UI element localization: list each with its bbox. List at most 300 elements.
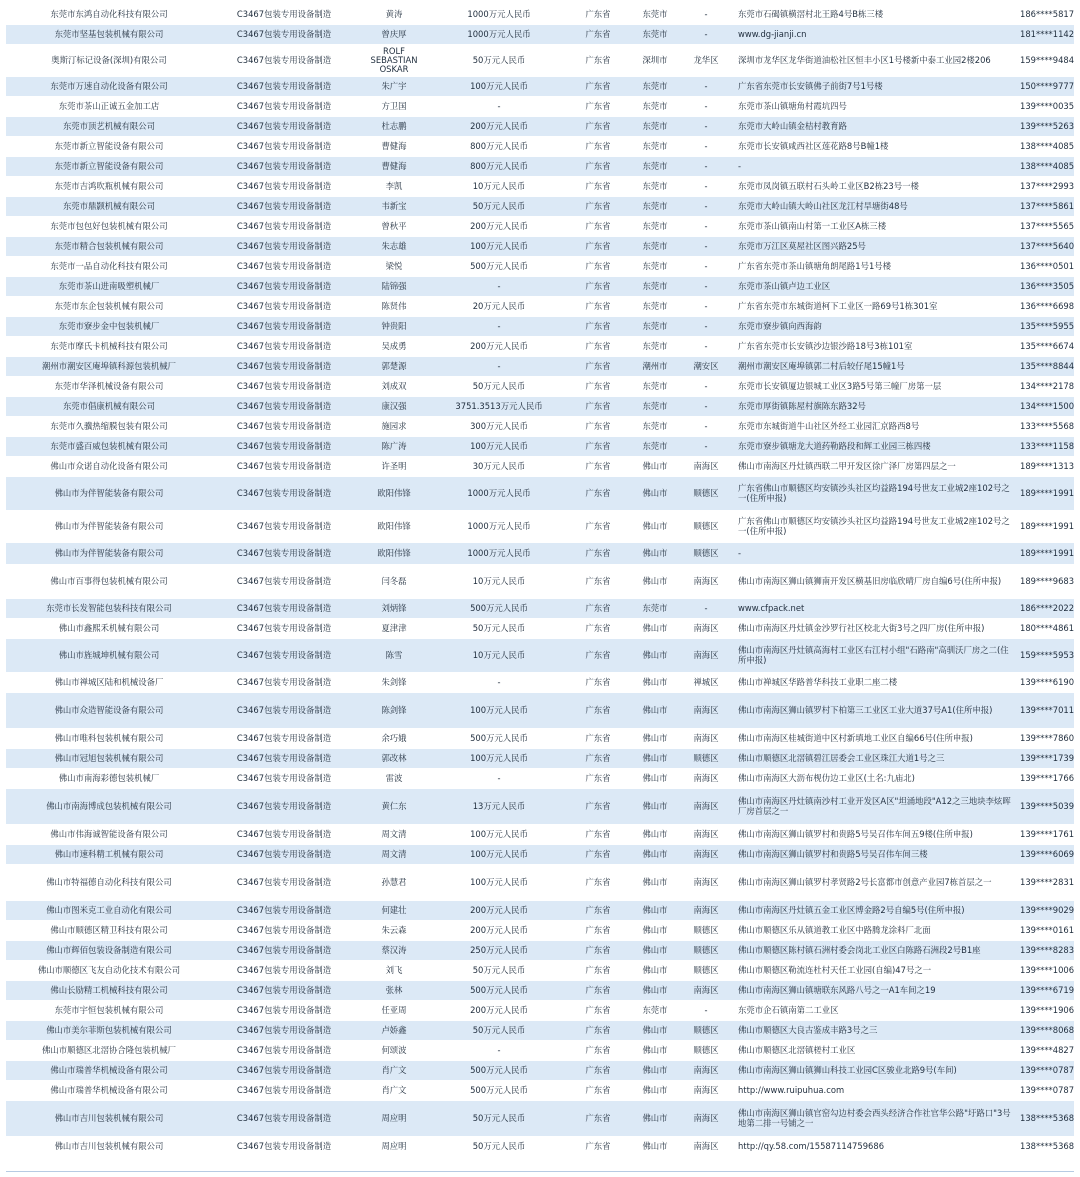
legal-representative-cell: 钟贵阳 <box>356 316 432 336</box>
legal-representative-cell: 方卫国 <box>356 96 432 116</box>
address-cell: 佛山市南海区狮山镇罗村和贵路5号吴召伟车间五9楼(住所申报) <box>732 824 1014 844</box>
district-cell: 南海区 <box>680 900 732 920</box>
industry-cell: C3467包装专用设备制造 <box>212 76 356 96</box>
legal-representative-cell: 黄仁东 <box>356 788 432 824</box>
company-name-cell: 东莞市鼎颢机械有限公司 <box>6 196 212 216</box>
province-cell: 广东省 <box>566 156 630 176</box>
registered-capital-cell: - <box>432 276 566 296</box>
city-cell: 佛山市 <box>630 1060 680 1080</box>
table-row <box>6 136 1074 156</box>
address-cell[interactable]: http://qy.58.com/15587114759686 <box>732 1136 1014 1156</box>
city-cell: 佛山市 <box>630 1136 680 1156</box>
table-row <box>6 256 1074 276</box>
district-cell: 南海区 <box>680 728 732 748</box>
legal-representative-cell: 朱志雄 <box>356 236 432 256</box>
industry-cell: C3467包装专用设备制造 <box>212 136 356 156</box>
district-cell: 南海区 <box>680 1080 732 1100</box>
province-cell: 广东省 <box>566 940 630 960</box>
industry-cell: C3467包装专用设备制造 <box>212 1080 356 1100</box>
city-cell: 佛山市 <box>630 864 680 900</box>
city-cell: 佛山市 <box>630 692 680 728</box>
address-cell[interactable]: www.cfpack.net <box>732 598 1014 618</box>
company-name-cell: 东莞市东企包装机械有限公司 <box>6 296 212 316</box>
district-cell: 南海区 <box>680 824 732 844</box>
company-name-cell: 佛山市瑞普华机械设备有限公司 <box>6 1080 212 1100</box>
city-cell: 佛山市 <box>630 1040 680 1060</box>
table-row <box>6 960 1074 980</box>
phone-cell: 137****5565 <box>1014 216 1074 236</box>
industry-cell: C3467包装专用设备制造 <box>212 728 356 748</box>
legal-representative-cell: 施园求 <box>356 416 432 436</box>
industry-cell: C3467包装专用设备制造 <box>212 436 356 456</box>
city-cell: 佛山市 <box>630 476 680 510</box>
city-cell: 佛山市 <box>630 564 680 598</box>
legal-representative-cell: 欧阳伟锋 <box>356 542 432 564</box>
company-name-cell: 佛山市众造智能设备有限公司 <box>6 692 212 728</box>
phone-cell: 186****5817 <box>1014 4 1074 24</box>
province-cell: 广东省 <box>566 1100 630 1136</box>
table-row <box>6 638 1074 672</box>
company-name-cell: 东莞市精合包装机械有限公司 <box>6 236 212 256</box>
registered-capital-cell: 200万元人民币 <box>432 1000 566 1020</box>
company-name-cell: 东莞市宇恒包装机械有限公司 <box>6 1000 212 1020</box>
province-cell: 广东省 <box>566 1060 630 1080</box>
address-cell: 佛山市南海区丹灶镇金沙罗行社区校北大街3号之四厂房(住所申报) <box>732 618 1014 638</box>
table-row <box>6 416 1074 436</box>
legal-representative-cell: 张林 <box>356 980 432 1000</box>
legal-representative-cell: 曹健海 <box>356 136 432 156</box>
industry-cell: C3467包装专用设备制造 <box>212 176 356 196</box>
table-row <box>6 236 1074 256</box>
company-name-cell: 东莞市寮步金中包装机械厂 <box>6 316 212 336</box>
legal-representative-cell: 欧阳伟锋 <box>356 510 432 542</box>
registered-capital-cell: 50万元人民币 <box>432 1100 566 1136</box>
address-cell: 佛山市南海区丹灶镇南沙村工业开发区A区"坦涌地段"A12之三地块李炫晖厂房首层之一 <box>732 788 1014 824</box>
table-row <box>6 1000 1074 1020</box>
province-cell: 广东省 <box>566 638 630 672</box>
district-cell: - <box>680 116 732 136</box>
table-row <box>6 24 1074 44</box>
city-cell: 佛山市 <box>630 768 680 788</box>
industry-cell: C3467包装专用设备制造 <box>212 1000 356 1020</box>
phone-cell: 135****8844 <box>1014 356 1074 376</box>
industry-cell: C3467包装专用设备制造 <box>212 1100 356 1136</box>
city-cell: 佛山市 <box>630 940 680 960</box>
address-cell: 广东省东莞市东城街道柯下工业区一路69号1栋301室 <box>732 296 1014 316</box>
city-cell: 佛山市 <box>630 456 680 476</box>
city-cell: 佛山市 <box>630 844 680 864</box>
province-cell: 广东省 <box>566 276 630 296</box>
company-name-cell: 佛山市图米克工业自动化有限公司 <box>6 900 212 920</box>
province-cell: 广东省 <box>566 416 630 436</box>
table-row <box>6 598 1074 618</box>
province-cell: 广东省 <box>566 598 630 618</box>
legal-representative-cell: 康汉强 <box>356 396 432 416</box>
district-cell: - <box>680 176 732 196</box>
address-cell: 佛山市南海区狮山镇塘联东风路八号之一A1车间之19 <box>732 980 1014 1000</box>
city-cell: 东莞市 <box>630 96 680 116</box>
phone-cell: 136****6698 <box>1014 296 1074 316</box>
legal-representative-cell: 闫冬磊 <box>356 564 432 598</box>
address-cell: 佛山市顺德区勒流连杜村天任工业园(自编)47号之一 <box>732 960 1014 980</box>
legal-representative-cell: 吴成勇 <box>356 336 432 356</box>
phone-cell: 139****2831 <box>1014 864 1074 900</box>
address-cell: 佛山市顺德区乐从镇道教工业区中路腾龙涂料厂北面 <box>732 920 1014 940</box>
company-name-cell: 佛山市旌城坤机械有限公司 <box>6 638 212 672</box>
province-cell: 广东省 <box>566 920 630 940</box>
district-cell: - <box>680 256 732 276</box>
table-row <box>6 96 1074 116</box>
address-cell: - <box>732 542 1014 564</box>
phone-cell: 139****0787 <box>1014 1060 1074 1080</box>
industry-cell: C3467包装专用设备制造 <box>212 598 356 618</box>
city-cell: 东莞市 <box>630 236 680 256</box>
city-cell: 佛山市 <box>630 788 680 824</box>
registered-capital-cell: 1000万元人民币 <box>432 476 566 510</box>
company-name-cell: 佛山市冠旭包装机械有限公司 <box>6 748 212 768</box>
district-cell: 南海区 <box>680 638 732 672</box>
address-cell: 广东省东莞市长安镇佛子前街7号1号楼 <box>732 76 1014 96</box>
district-cell: 龙华区 <box>680 44 732 76</box>
district-cell: - <box>680 598 732 618</box>
industry-cell: C3467包装专用设备制造 <box>212 980 356 1000</box>
district-cell: - <box>680 156 732 176</box>
registered-capital-cell: - <box>432 672 566 692</box>
district-cell: 顺德区 <box>680 476 732 510</box>
legal-representative-cell: 韦新宝 <box>356 196 432 216</box>
table-row <box>6 1020 1074 1040</box>
legal-representative-cell: 曹健海 <box>356 156 432 176</box>
legal-representative-cell: 朱广宇 <box>356 76 432 96</box>
legal-representative-cell: 朱云森 <box>356 920 432 940</box>
province-cell: 广东省 <box>566 844 630 864</box>
address-cell: 广东省佛山市顺德区均安镇沙头社区均益路194号世友工业城2座102号之一(住所申报) <box>732 510 1014 542</box>
registered-capital-cell: - <box>432 356 566 376</box>
province-cell: 广东省 <box>566 1040 630 1060</box>
table-row <box>6 116 1074 136</box>
industry-cell: C3467包装专用设备制造 <box>212 638 356 672</box>
legal-representative-cell: 肖广文 <box>356 1060 432 1080</box>
address-cell: 佛山市南海区狮山镇官窑勾边村委会西头经济合作社官华公路"圩路口"3号地第二排一号铺之一 <box>732 1100 1014 1136</box>
district-cell: 潮安区 <box>680 356 732 376</box>
province-cell: 广东省 <box>566 256 630 276</box>
legal-representative-cell: 刘炳锋 <box>356 598 432 618</box>
industry-cell: C3467包装专用设备制造 <box>212 316 356 336</box>
city-cell: 佛山市 <box>630 510 680 542</box>
address-cell: 广东省佛山市顺德区均安镇沙头社区均益路194号世友工业城2座102号之一(住所申报) <box>732 476 1014 510</box>
address-cell: 佛山市南海区狮山镇狮南开发区横基旧房临欣晴厂房自编6号(住所申报) <box>732 564 1014 598</box>
industry-cell: C3467包装专用设备制造 <box>212 788 356 824</box>
registered-capital-cell: 500万元人民币 <box>432 980 566 1000</box>
phone-cell: 139****7860 <box>1014 728 1074 748</box>
address-cell: 佛山市南海区丹灶镇五金工业区博金路2号自编5号(住所申报) <box>732 900 1014 920</box>
city-cell: 东莞市 <box>630 436 680 456</box>
table-row <box>6 356 1074 376</box>
address-cell: 佛山市南海区桂城街道中区村新填地工业区自编66号(住所申报) <box>732 728 1014 748</box>
registered-capital-cell: - <box>432 316 566 336</box>
industry-cell: C3467包装专用设备制造 <box>212 768 356 788</box>
table-row <box>6 1060 1074 1080</box>
province-cell: 广东省 <box>566 316 630 336</box>
industry-cell: C3467包装专用设备制造 <box>212 692 356 728</box>
district-cell: 南海区 <box>680 456 732 476</box>
city-cell: 佛山市 <box>630 824 680 844</box>
registered-capital-cell: 50万元人民币 <box>432 1136 566 1156</box>
registered-capital-cell: 50万元人民币 <box>432 376 566 396</box>
table-row <box>6 1080 1074 1100</box>
industry-cell: C3467包装专用设备制造 <box>212 24 356 44</box>
registered-capital-cell: 800万元人民币 <box>432 136 566 156</box>
table-row <box>6 672 1074 692</box>
province-cell: 广东省 <box>566 1136 630 1156</box>
industry-cell: C3467包装专用设备制造 <box>212 156 356 176</box>
legal-representative-cell: 梁悦 <box>356 256 432 276</box>
company-name-cell: 佛山市辉佰包装设备制造有限公司 <box>6 940 212 960</box>
company-name-cell: 佛山市为伴智能装备有限公司 <box>6 510 212 542</box>
industry-cell: C3467包装专用设备制造 <box>212 1060 356 1080</box>
province-cell: 广东省 <box>566 618 630 638</box>
industry-cell: C3467包装专用设备制造 <box>212 672 356 692</box>
address-cell: 佛山市顺德区陈村镇石洲村委会岗北工业区白陈路石洲段2号B1座 <box>732 940 1014 960</box>
registered-capital-cell: 500万元人民币 <box>432 256 566 276</box>
address-cell: 东莞市大岭山镇金桔村教育路 <box>732 116 1014 136</box>
province-cell: 广东省 <box>566 216 630 236</box>
province-cell: 广东省 <box>566 356 630 376</box>
industry-cell: C3467包装专用设备制造 <box>212 276 356 296</box>
city-cell: 东莞市 <box>630 196 680 216</box>
registered-capital-cell: 200万元人民币 <box>432 900 566 920</box>
table-row <box>6 376 1074 396</box>
address-cell: - <box>732 156 1014 176</box>
industry-cell: C3467包装专用设备制造 <box>212 844 356 864</box>
registered-capital-cell: 500万元人民币 <box>432 1080 566 1100</box>
address-cell: 佛山市顺德区北滘镇槎村工业区 <box>732 1040 1014 1060</box>
registered-capital-cell: 13万元人民币 <box>432 788 566 824</box>
industry-cell: C3467包装专用设备制造 <box>212 1136 356 1156</box>
industry-cell: C3467包装专用设备制造 <box>212 564 356 598</box>
legal-representative-cell: 许圣明 <box>356 456 432 476</box>
city-cell: 东莞市 <box>630 176 680 196</box>
district-cell: 南海区 <box>680 692 732 728</box>
legal-representative-cell: 卢娇鑫 <box>356 1020 432 1040</box>
district-cell: 顺德区 <box>680 920 732 940</box>
industry-cell: C3467包装专用设备制造 <box>212 542 356 564</box>
province-cell: 广东省 <box>566 564 630 598</box>
table-row <box>6 476 1074 510</box>
company-name-cell: 佛山市唯科包装机械有限公司 <box>6 728 212 748</box>
registered-capital-cell: 3751.3513万元人民币 <box>432 396 566 416</box>
address-cell: 佛山市南海区丹灶镇西联二甲开发区徐广泽厂房第四层之一 <box>732 456 1014 476</box>
phone-cell: 139****6190 <box>1014 672 1074 692</box>
phone-cell: 133****1158 <box>1014 436 1074 456</box>
legal-representative-cell: 陆锦强 <box>356 276 432 296</box>
table-row <box>6 1100 1074 1136</box>
company-name-cell: 佛山市鑫熙禾机械有限公司 <box>6 618 212 638</box>
registered-capital-cell: 300万元人民币 <box>432 416 566 436</box>
city-cell: 佛山市 <box>630 920 680 940</box>
province-cell: 广东省 <box>566 296 630 316</box>
table-row <box>6 456 1074 476</box>
table-row <box>6 768 1074 788</box>
industry-cell: C3467包装专用设备制造 <box>212 96 356 116</box>
industry-cell: C3467包装专用设备制造 <box>212 510 356 542</box>
company-name-cell: 东莞市久骥热缩膜包装有限公司 <box>6 416 212 436</box>
company-name-cell: 东莞市包包好包装机械有限公司 <box>6 216 212 236</box>
legal-representative-cell: 蔡汉涛 <box>356 940 432 960</box>
phone-cell: 189****1991 <box>1014 510 1074 542</box>
phone-cell: 139****7011 <box>1014 692 1074 728</box>
company-name-cell: 佛山市顺德区精卫科技有限公司 <box>6 920 212 940</box>
legal-representative-cell: 杜志鹏 <box>356 116 432 136</box>
province-cell: 广东省 <box>566 824 630 844</box>
legal-representative-cell: 何建壮 <box>356 900 432 920</box>
company-name-cell: 东莞市长发智能包装科技有限公司 <box>6 598 212 618</box>
address-cell: 东莞市长安镇咸西社区莲花路8号B幢1楼 <box>732 136 1014 156</box>
city-cell: 佛山市 <box>630 1100 680 1136</box>
address-cell: 东莞市茶山镇塘角村霞坑四号 <box>732 96 1014 116</box>
legal-representative-cell: 任亚周 <box>356 1000 432 1020</box>
industry-cell: C3467包装专用设备制造 <box>212 4 356 24</box>
legal-representative-cell: 雷波 <box>356 768 432 788</box>
legal-representative-cell: 余巧娥 <box>356 728 432 748</box>
address-cell: 佛山市禅城区华路普华科技工业职二座二楼 <box>732 672 1014 692</box>
industry-cell: C3467包装专用设备制造 <box>212 396 356 416</box>
province-cell: 广东省 <box>566 136 630 156</box>
phone-cell: 139****0161 <box>1014 920 1074 940</box>
legal-representative-cell: 李凯 <box>356 176 432 196</box>
company-name-cell: 佛山市众诺自动化设备有限公司 <box>6 456 212 476</box>
district-cell: - <box>680 396 732 416</box>
city-cell: 东莞市 <box>630 416 680 436</box>
city-cell: 东莞市 <box>630 256 680 276</box>
company-table <box>6 4 1074 1157</box>
company-name-cell: 奥斯汀标记设备(深圳)有限公司 <box>6 44 212 76</box>
phone-cell: 139****6719 <box>1014 980 1074 1000</box>
industry-cell: C3467包装专用设备制造 <box>212 376 356 396</box>
company-name-cell: 佛山市特福德自动化科技有限公司 <box>6 864 212 900</box>
phone-cell: 138****5368 <box>1014 1136 1074 1156</box>
phone-cell: 139****6069 <box>1014 844 1074 864</box>
district-cell: - <box>680 436 732 456</box>
phone-cell: 136****3505 <box>1014 276 1074 296</box>
address-cell: 东莞市石碣镇横滘村北王路4号B栋三楼 <box>732 4 1014 24</box>
registered-capital-cell: 100万元人民币 <box>432 748 566 768</box>
legal-representative-cell: 周文清 <box>356 844 432 864</box>
legal-representative-cell: 曾秋平 <box>356 216 432 236</box>
registered-capital-cell: 10万元人民币 <box>432 564 566 598</box>
address-cell: 广东省东莞市茶山镇塘角朗尾路1号1号楼 <box>732 256 1014 276</box>
province-cell: 广东省 <box>566 1020 630 1040</box>
city-cell: 东莞市 <box>630 216 680 236</box>
company-name-cell: 东莞市东鸿自动化科技有限公司 <box>6 4 212 24</box>
address-cell: 东莞市万江区莫屋社区图兴路25号 <box>732 236 1014 256</box>
table-row <box>6 844 1074 864</box>
city-cell: 东莞市 <box>630 276 680 296</box>
district-cell: 南海区 <box>680 864 732 900</box>
table-row <box>6 824 1074 844</box>
company-name-cell: 东莞市摩氏卡机械科技有限公司 <box>6 336 212 356</box>
table-row <box>6 940 1074 960</box>
phone-cell: 138****5368 <box>1014 1100 1074 1136</box>
province-cell: 广东省 <box>566 96 630 116</box>
phone-cell: 139****1766 <box>1014 768 1074 788</box>
table-row <box>6 788 1074 824</box>
phone-cell: 189****1313 <box>1014 456 1074 476</box>
phone-cell: 139****4827 <box>1014 1040 1074 1060</box>
registered-capital-cell: 10万元人民币 <box>432 176 566 196</box>
city-cell: 佛山市 <box>630 980 680 1000</box>
phone-cell: 139****0787 <box>1014 1080 1074 1100</box>
city-cell: 东莞市 <box>630 396 680 416</box>
province-cell: 广东省 <box>566 336 630 356</box>
legal-representative-cell: 周文清 <box>356 824 432 844</box>
phone-cell: 159****5953 <box>1014 638 1074 672</box>
table-row <box>6 748 1074 768</box>
industry-cell: C3467包装专用设备制造 <box>212 1040 356 1060</box>
phone-cell: 135****5955 <box>1014 316 1074 336</box>
address-cell: 东莞市长安镇厦边银城工业区3路5号第三幢厂房第一层 <box>732 376 1014 396</box>
registered-capital-cell: 800万元人民币 <box>432 156 566 176</box>
city-cell: 东莞市 <box>630 76 680 96</box>
province-cell: 广东省 <box>566 768 630 788</box>
address-cell: 深圳市龙华区龙华街道油松社区恒丰小区1号楼新中泰工业园2楼206 <box>732 44 1014 76</box>
legal-representative-cell: ROLF SEBASTIAN OSKAR <box>356 44 432 76</box>
table-row <box>6 336 1074 356</box>
registered-capital-cell: 200万元人民币 <box>432 216 566 236</box>
legal-representative-cell: 何颂波 <box>356 1040 432 1060</box>
province-cell: 广东省 <box>566 728 630 748</box>
industry-cell: C3467包装专用设备制造 <box>212 864 356 900</box>
city-cell: 佛山市 <box>630 728 680 748</box>
registered-capital-cell: 1000万元人民币 <box>432 510 566 542</box>
phone-cell: 136****0501 <box>1014 256 1074 276</box>
address-cell: 东莞市寮步镇向西海韵 <box>732 316 1014 336</box>
industry-cell: C3467包装专用设备制造 <box>212 618 356 638</box>
company-name-cell: 佛山市为伴智能装备有限公司 <box>6 476 212 510</box>
registered-capital-cell: 500万元人民币 <box>432 1060 566 1080</box>
registered-capital-cell: 500万元人民币 <box>432 728 566 748</box>
industry-cell: C3467包装专用设备制造 <box>212 476 356 510</box>
industry-cell: C3467包装专用设备制造 <box>212 960 356 980</box>
registered-capital-cell: 200万元人民币 <box>432 920 566 940</box>
registered-capital-cell: 50万元人民币 <box>432 196 566 216</box>
phone-cell: 181****1142 <box>1014 24 1074 44</box>
address-cell[interactable]: www.dg-jianji.cn <box>732 24 1014 44</box>
legal-representative-cell: 夏津津 <box>356 618 432 638</box>
company-name-cell: 佛山市为伴智能装备有限公司 <box>6 542 212 564</box>
phone-cell: 189****9683 <box>1014 564 1074 598</box>
district-cell: 南海区 <box>680 1136 732 1156</box>
district-cell: 南海区 <box>680 788 732 824</box>
registered-capital-cell: 1000万元人民币 <box>432 542 566 564</box>
table-row <box>6 900 1074 920</box>
industry-cell: C3467包装专用设备制造 <box>212 296 356 316</box>
city-cell: 东莞市 <box>630 598 680 618</box>
district-cell: - <box>680 316 732 336</box>
registered-capital-cell: 100万元人民币 <box>432 844 566 864</box>
industry-cell: C3467包装专用设备制造 <box>212 256 356 276</box>
address-cell: 潮州市潮安区庵埠镇郭二村后较仔尾15幢1号 <box>732 356 1014 376</box>
city-cell: 深圳市 <box>630 44 680 76</box>
phone-cell: 139****5263 <box>1014 116 1074 136</box>
table-row <box>6 4 1074 24</box>
phone-cell: 139****8283 <box>1014 940 1074 960</box>
city-cell: 佛山市 <box>630 542 680 564</box>
address-cell[interactable]: http://www.ruipuhua.com <box>732 1080 1014 1100</box>
city-cell: 东莞市 <box>630 4 680 24</box>
table-row <box>6 76 1074 96</box>
city-cell: 佛山市 <box>630 748 680 768</box>
